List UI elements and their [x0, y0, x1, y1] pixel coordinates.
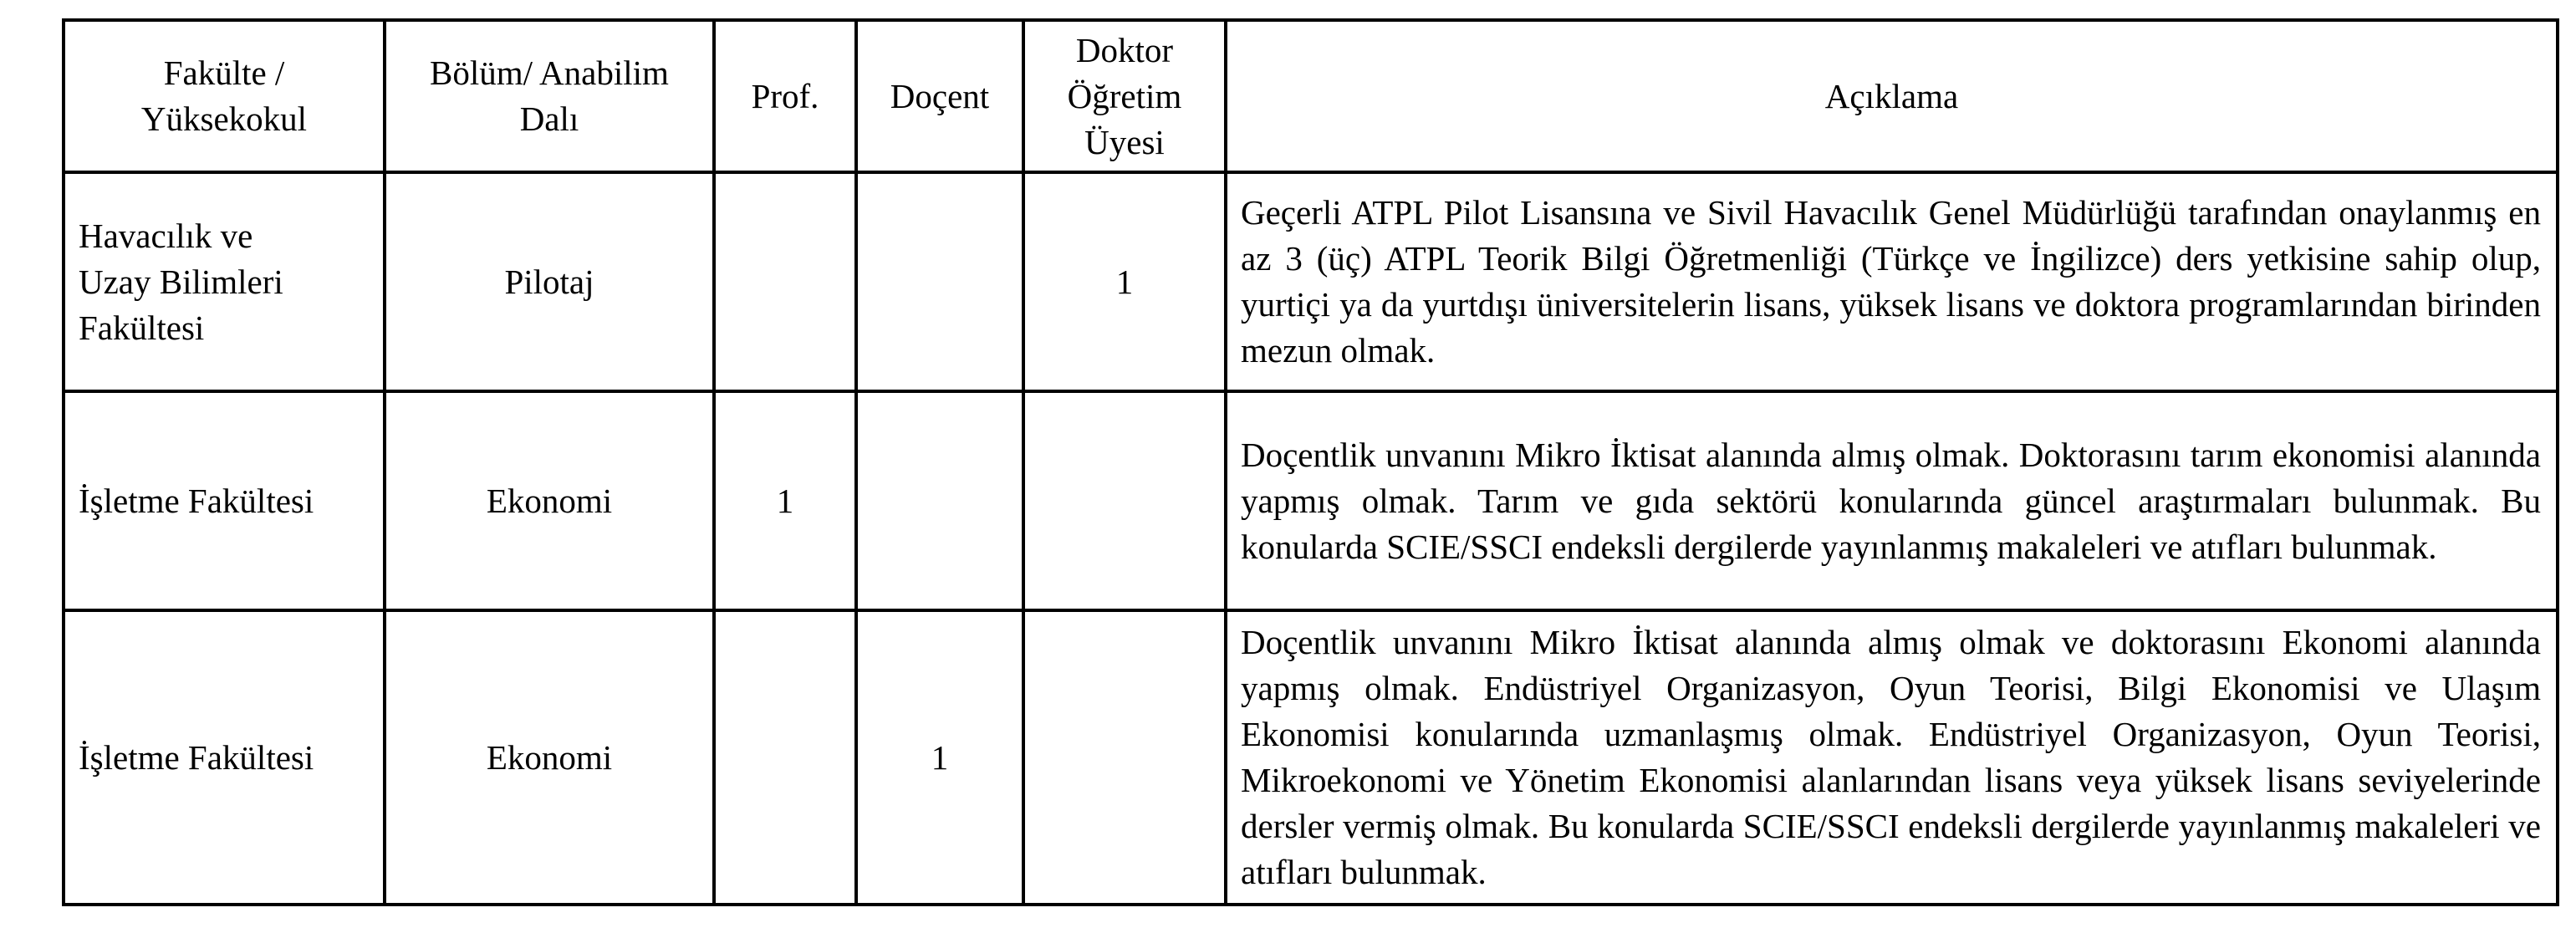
cell-doctor: 1 [1023, 172, 1226, 391]
cell-prof [714, 172, 856, 391]
cell-department: Pilotaj [385, 172, 714, 391]
header-prof: Prof. [714, 20, 856, 172]
header-faculty: Fakülte / Yüksekokul [64, 20, 385, 172]
cell-description: Geçerli ATPL Pilot Lisansına ve Sivil Havacılık Genel Müdürlüğü tarafından onaylanmış en az 3 (üç) ATPL Teorik Bilgi Öğretmenliği (Türkçe ve İngilizce) ders yetkisine sahip olup, yurtiçi ya da yurtdışı üniversitelerin lisans, yüksek lisans ve doktora programlarından birinden mezun olmak. [1226, 172, 2558, 391]
table-row [64, 610, 2558, 905]
cell-department: Ekonomi [385, 610, 714, 905]
cell-doctor [1023, 391, 1226, 610]
faculty-positions-table [62, 18, 2559, 906]
cell-prof [714, 610, 856, 905]
table-row [64, 391, 2558, 610]
cell-description: Doçentlik unvanını Mikro İktisat alanında almış olmak ve doktorasını Ekonomi alanında yapmış olmak. Endüstriyel Organizasyon, Oyun Teorisi, Bilgi Ekonomisi ve Ulaşım Ekonomisi konularında uzmanlaşmış olmak. Endüstriyel Organizasyon, Oyun Teorisi, Mikroekonomi ve Yönetim Ekonomisi alanlarından lisans veya yüksek lisans seviyelerinde dersler vermiş olmak. Bu konularda SCIE/SSCI endeksli dergilerde yayınlanmış makaleleri ve atıfları bulunmak. [1226, 610, 2558, 905]
cell-department: Ekonomi [385, 391, 714, 610]
header-description: Açıklama [1226, 20, 2558, 172]
table-row [64, 172, 2558, 391]
cell-doctor [1023, 610, 1226, 905]
cell-docent [856, 172, 1023, 391]
header-doctor: Doktor Öğretim Üyesi [1023, 20, 1226, 172]
cell-description: Doçentlik unvanını Mikro İktisat alanında almış olmak. Doktorasını tarım ekonomisi alanında yapmış olmak. Tarım ve gıda sektörü konularında güncel araştırmaları bulunmak. Bu konularda SCIE/SSCI endeksli dergilerde yayınlanmış makaleleri ve atıfları bulunmak. [1226, 391, 2558, 610]
header-docent: Doçent [856, 20, 1023, 172]
cell-prof: 1 [714, 391, 856, 610]
table-header-row [64, 20, 2558, 172]
cell-docent: 1 [856, 610, 1023, 905]
cell-docent [856, 391, 1023, 610]
cell-faculty: İşletme Fakültesi [64, 391, 385, 610]
cell-faculty: Havacılık ve Uzay Bilimleri Fakültesi [64, 172, 385, 391]
cell-faculty: İşletme Fakültesi [64, 610, 385, 905]
header-department: Bölüm/ Anabilim Dalı [385, 20, 714, 172]
